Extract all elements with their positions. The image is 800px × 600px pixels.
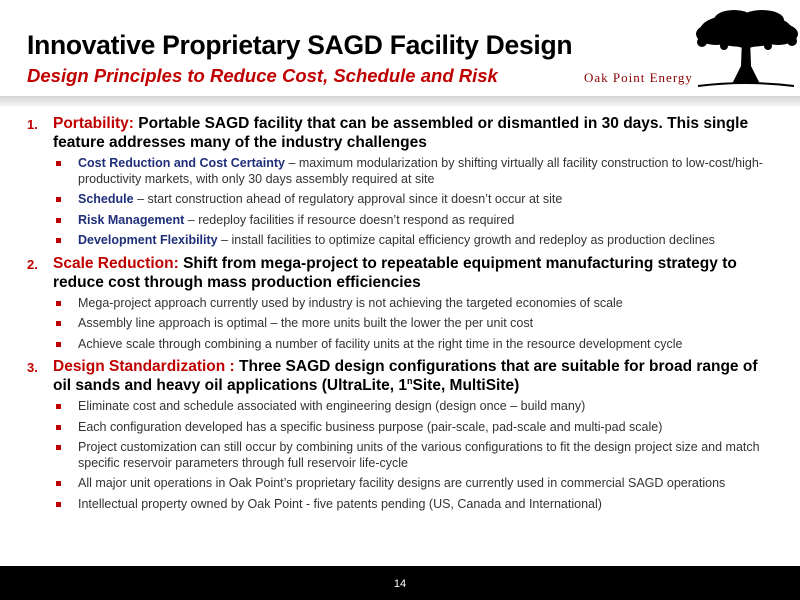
superscript: n bbox=[407, 375, 413, 386]
bullet-list bbox=[0, 296, 800, 353]
bullet-text: – redeploy facilities if resource doesn’t respond as required bbox=[187, 212, 515, 227]
section-scale-reduction bbox=[0, 254, 800, 353]
list-item bbox=[78, 316, 768, 332]
company-logo bbox=[584, 6, 800, 96]
list-item bbox=[78, 192, 768, 208]
bullet-icon bbox=[56, 404, 61, 409]
slide-body bbox=[0, 114, 800, 517]
list-item bbox=[78, 233, 768, 249]
bullet-icon bbox=[56, 238, 61, 243]
section-heading bbox=[53, 114, 773, 152]
bullet-icon bbox=[56, 301, 61, 306]
bullet-term: Development Flexibility bbox=[78, 233, 218, 247]
bullet-icon bbox=[56, 321, 61, 326]
section-number: 2. bbox=[27, 256, 38, 272]
bullet-text: – install facilities to optimize capital efficiency growth and redeploy as production declines bbox=[221, 233, 715, 247]
list-item bbox=[78, 497, 768, 513]
slide-subtitle: Design Principles to Reduce Cost, Schedule and Risk bbox=[27, 65, 498, 86]
bullet-text: Achieve scale through combining a number of facility units at the right time in the resource development cycle bbox=[78, 336, 683, 351]
list-item bbox=[78, 337, 768, 353]
logo-wordmark: Oak Point Energy bbox=[584, 70, 693, 85]
bullet-term: Risk Management bbox=[78, 212, 185, 227]
bullet-list bbox=[0, 399, 800, 512]
bullet-text: – maximum modularization by shifting virtually all facility construction to low-cost/high-productivity markets, with only 30 days assembly required at site bbox=[78, 156, 763, 186]
section-number: 3. bbox=[27, 360, 38, 375]
bullet-icon bbox=[56, 342, 61, 347]
bullet-text: – start construction ahead of regulatory approval since it doesn’t occur at site bbox=[137, 192, 563, 206]
bullet-text: Assembly line approach is optimal – the more units built the lower the per unit cost bbox=[78, 316, 534, 330]
section-text-end: Site, MultiSite) bbox=[412, 377, 520, 394]
bullet-icon bbox=[56, 502, 61, 507]
header-divider bbox=[0, 96, 800, 106]
bullet-icon bbox=[56, 481, 61, 486]
section-heading bbox=[53, 254, 773, 292]
page-number: 14 bbox=[393, 578, 407, 590]
bullet-icon bbox=[56, 218, 61, 223]
bullet-term: Schedule bbox=[78, 192, 134, 206]
bullet-text: Eliminate cost and schedule associated with engineering design (design once – build many) bbox=[78, 399, 586, 413]
slide-footer bbox=[0, 566, 800, 600]
bullet-term: Cost Reduction and Cost Certainty bbox=[78, 156, 285, 170]
section-text: Three SAGD design configurations that are suitable for broad range of oil sands and heavy oil applications (UltraLite, 1 bbox=[53, 358, 758, 394]
section-heading bbox=[53, 357, 773, 395]
bullet-list bbox=[0, 156, 800, 249]
list-item bbox=[78, 476, 768, 492]
bullet-text: All major unit operations in Oak Point’s proprietary facility designs are currently used in commercial SAGD operations bbox=[78, 476, 726, 490]
list-item bbox=[78, 399, 768, 415]
slide-title: Innovative Proprietary SAGD Facility Design bbox=[27, 30, 573, 60]
section-label: Scale Reduction: bbox=[53, 254, 179, 272]
bullet-icon bbox=[56, 425, 61, 430]
section-label: Portability: bbox=[53, 115, 134, 132]
bullet-text: Project customization can still occur by combining units of the various configurations to fit the design project size and match specific reservoir parameters through full reservoir life-cycle bbox=[78, 440, 760, 470]
list-item bbox=[78, 156, 768, 187]
bullet-text: Mega-project approach currently used by industry is not achieving the targeted economies of scale bbox=[78, 295, 623, 310]
section-design-standardization bbox=[0, 357, 800, 512]
slide-header bbox=[0, 0, 800, 96]
bullet-icon bbox=[56, 161, 61, 166]
list-item bbox=[78, 296, 768, 312]
section-number: 1. bbox=[27, 117, 38, 132]
bullet-text: Intellectual property owned by Oak Point - five patents pending (US, Canada and International) bbox=[78, 496, 602, 511]
bullet-icon bbox=[56, 197, 61, 202]
bullet-icon bbox=[56, 445, 61, 450]
list-item bbox=[78, 420, 768, 436]
section-label: Design Standardization : bbox=[53, 358, 235, 375]
section-text: Portable SAGD facility that can be assembled or dismantled in 30 days. This single feature addresses many of the industry challenges bbox=[53, 115, 749, 151]
bullet-text: Each configuration developed has a specific business purpose (pair-scale, pad-scale and multi-pad scale) bbox=[78, 419, 663, 434]
list-item bbox=[78, 440, 768, 471]
section-portability bbox=[0, 114, 800, 249]
section-text: Shift from mega-project to repeatable equipment manufacturing strategy to reduce cost through mass production efficiencies bbox=[53, 254, 737, 291]
list-item bbox=[78, 213, 768, 229]
oak-tree-icon bbox=[694, 8, 798, 88]
